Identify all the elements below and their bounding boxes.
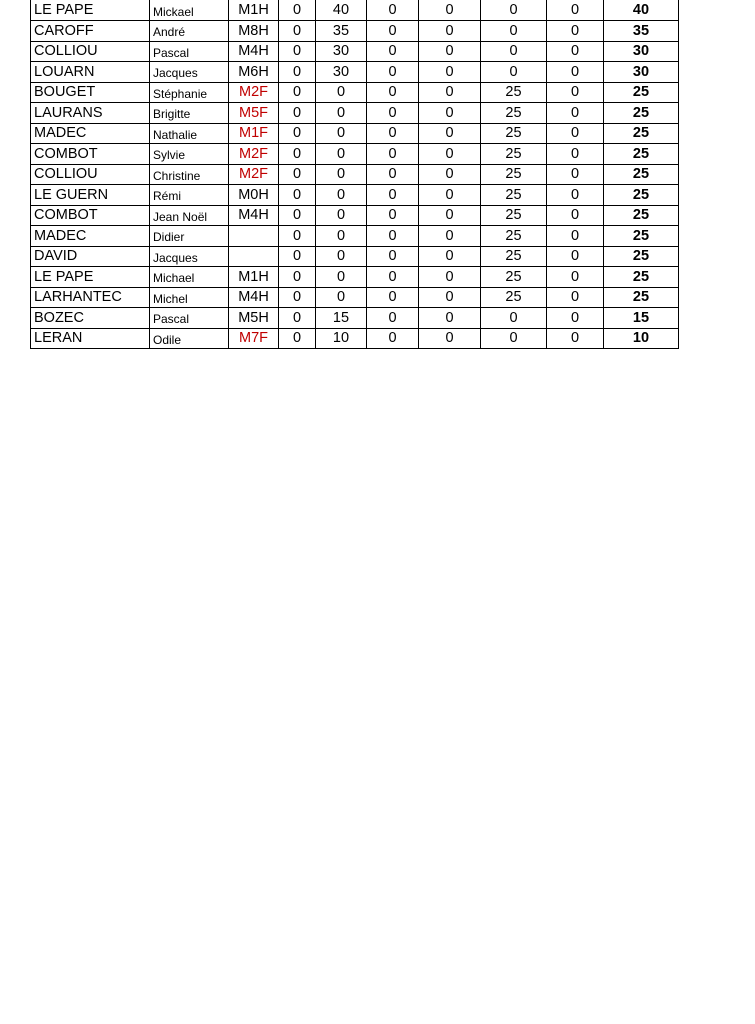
points-cell: 0 — [547, 62, 604, 83]
table-row — [31, 41, 679, 62]
points-cell: 0 — [367, 267, 419, 288]
points-cell: 0 — [419, 62, 481, 83]
table-row — [31, 267, 679, 288]
points-cell: 0 — [419, 123, 481, 144]
points-cell: 0 — [547, 123, 604, 144]
table-row — [31, 205, 679, 226]
first-name-cell: Christine — [150, 164, 229, 185]
last-name-cell: BOUGET — [31, 82, 150, 103]
first-name-cell: Jacques — [150, 62, 229, 83]
table-row — [31, 328, 679, 349]
total-cell: 25 — [604, 144, 679, 165]
category-cell: M5F — [229, 103, 279, 124]
points-cell: 0 — [547, 82, 604, 103]
last-name-cell: MADEC — [31, 123, 150, 144]
category-cell: M6H — [229, 62, 279, 83]
table-row — [31, 246, 679, 267]
last-name-cell: COLLIOU — [31, 41, 150, 62]
points-cell: 0 — [367, 287, 419, 308]
last-name-cell: COMBOT — [31, 144, 150, 165]
category-cell: M0H — [229, 185, 279, 206]
points-cell: 0 — [367, 62, 419, 83]
last-name-cell: COMBOT — [31, 205, 150, 226]
points-cell: 0 — [279, 226, 316, 247]
points-cell: 25 — [481, 144, 547, 165]
points-cell: 0 — [547, 267, 604, 288]
table-row — [31, 226, 679, 247]
points-cell: 0 — [316, 164, 367, 185]
total-cell: 25 — [604, 287, 679, 308]
points-cell: 0 — [279, 144, 316, 165]
table-row — [31, 103, 679, 124]
points-cell: 0 — [367, 41, 419, 62]
table-row — [31, 185, 679, 206]
first-name-cell: Nathalie — [150, 123, 229, 144]
points-cell: 0 — [279, 308, 316, 329]
first-name-cell: Didier — [150, 226, 229, 247]
total-cell: 25 — [604, 164, 679, 185]
points-cell: 0 — [367, 328, 419, 349]
category-cell: M2F — [229, 164, 279, 185]
points-cell: 0 — [481, 308, 547, 329]
points-cell: 25 — [481, 185, 547, 206]
total-cell: 25 — [604, 103, 679, 124]
points-cell: 0 — [279, 267, 316, 288]
category-cell: M4H — [229, 287, 279, 308]
points-cell: 0 — [419, 226, 481, 247]
points-cell: 0 — [316, 103, 367, 124]
total-cell: 40 — [604, 0, 679, 21]
first-name-cell: Michel — [150, 287, 229, 308]
first-name-cell: Jean Noël — [150, 205, 229, 226]
points-cell: 30 — [316, 62, 367, 83]
points-cell: 0 — [367, 308, 419, 329]
last-name-cell: LAURANS — [31, 103, 150, 124]
points-cell: 0 — [419, 308, 481, 329]
points-cell: 0 — [316, 226, 367, 247]
points-cell: 0 — [547, 144, 604, 165]
category-cell: M7F — [229, 328, 279, 349]
table-row — [31, 0, 679, 21]
points-cell: 25 — [481, 226, 547, 247]
total-cell: 25 — [604, 246, 679, 267]
total-cell: 30 — [604, 62, 679, 83]
category-cell: M2F — [229, 144, 279, 165]
points-cell: 0 — [367, 164, 419, 185]
points-cell: 25 — [481, 267, 547, 288]
first-name-cell: Pascal — [150, 41, 229, 62]
points-cell: 0 — [547, 226, 604, 247]
first-name-cell: Jacques — [150, 246, 229, 267]
last-name-cell: DAVID — [31, 246, 150, 267]
points-cell: 25 — [481, 103, 547, 124]
points-cell: 0 — [316, 82, 367, 103]
first-name-cell: Odile — [150, 328, 229, 349]
last-name-cell: LARHANTEC — [31, 287, 150, 308]
first-name-cell: Stéphanie — [150, 82, 229, 103]
first-name-cell: Sylvie — [150, 144, 229, 165]
table-row — [31, 144, 679, 165]
last-name-cell: LE PAPE — [31, 0, 150, 21]
points-cell: 0 — [481, 21, 547, 42]
points-cell: 0 — [316, 144, 367, 165]
total-cell: 25 — [604, 267, 679, 288]
points-cell: 0 — [367, 205, 419, 226]
last-name-cell: MADEC — [31, 226, 150, 247]
points-cell: 0 — [547, 287, 604, 308]
first-name-cell: André — [150, 21, 229, 42]
total-cell: 25 — [604, 82, 679, 103]
points-cell: 0 — [481, 62, 547, 83]
total-cell: 25 — [604, 226, 679, 247]
points-cell: 0 — [547, 0, 604, 21]
points-cell: 40 — [316, 0, 367, 21]
last-name-cell: LE PAPE — [31, 267, 150, 288]
points-cell: 0 — [279, 164, 316, 185]
points-cell: 0 — [419, 21, 481, 42]
points-cell: 0 — [279, 287, 316, 308]
points-cell: 0 — [279, 328, 316, 349]
category-cell: M4H — [229, 205, 279, 226]
points-cell: 0 — [316, 246, 367, 267]
points-cell: 0 — [279, 82, 316, 103]
points-cell: 0 — [367, 185, 419, 206]
total-cell: 15 — [604, 308, 679, 329]
points-cell: 25 — [481, 164, 547, 185]
points-cell: 25 — [481, 205, 547, 226]
points-cell: 0 — [547, 103, 604, 124]
points-cell: 0 — [419, 164, 481, 185]
last-name-cell: CAROFF — [31, 21, 150, 42]
points-cell: 0 — [316, 123, 367, 144]
points-cell: 0 — [547, 185, 604, 206]
points-cell: 0 — [367, 246, 419, 267]
category-cell: M1H — [229, 0, 279, 21]
points-cell: 0 — [316, 185, 367, 206]
points-cell: 0 — [419, 41, 481, 62]
points-cell: 0 — [279, 185, 316, 206]
first-name-cell: Rémi — [150, 185, 229, 206]
category-cell — [229, 226, 279, 247]
points-cell: 0 — [316, 287, 367, 308]
points-cell: 0 — [279, 21, 316, 42]
points-cell: 0 — [419, 328, 481, 349]
results-rows — [31, 0, 679, 349]
first-name-cell: Michael — [150, 267, 229, 288]
category-cell: M1F — [229, 123, 279, 144]
category-cell: M8H — [229, 21, 279, 42]
category-cell: M1H — [229, 267, 279, 288]
points-cell: 0 — [367, 226, 419, 247]
points-cell: 0 — [367, 123, 419, 144]
points-cell: 0 — [316, 267, 367, 288]
points-cell: 0 — [481, 0, 547, 21]
table-row — [31, 308, 679, 329]
points-cell: 0 — [547, 308, 604, 329]
total-cell: 25 — [604, 185, 679, 206]
results-table — [30, 0, 679, 349]
points-cell: 0 — [279, 103, 316, 124]
first-name-cell: Mickael — [150, 0, 229, 21]
points-cell: 0 — [419, 246, 481, 267]
category-cell: M5H — [229, 308, 279, 329]
points-cell: 25 — [481, 287, 547, 308]
points-cell: 0 — [367, 21, 419, 42]
points-cell: 0 — [419, 287, 481, 308]
points-cell: 0 — [419, 205, 481, 226]
points-cell: 0 — [279, 62, 316, 83]
points-cell: 25 — [481, 82, 547, 103]
points-cell: 0 — [419, 185, 481, 206]
table-row — [31, 82, 679, 103]
table-row — [31, 287, 679, 308]
total-cell: 10 — [604, 328, 679, 349]
total-cell: 30 — [604, 41, 679, 62]
total-cell: 25 — [604, 123, 679, 144]
points-cell: 10 — [316, 328, 367, 349]
table-row — [31, 21, 679, 42]
category-cell — [229, 246, 279, 267]
points-cell: 0 — [316, 205, 367, 226]
first-name-cell: Pascal — [150, 308, 229, 329]
points-cell: 0 — [279, 0, 316, 21]
points-cell: 0 — [367, 82, 419, 103]
points-cell: 0 — [367, 103, 419, 124]
category-cell: M4H — [229, 41, 279, 62]
points-cell: 0 — [547, 246, 604, 267]
points-cell: 0 — [547, 41, 604, 62]
points-cell: 35 — [316, 21, 367, 42]
points-cell: 0 — [547, 205, 604, 226]
points-cell: 0 — [419, 82, 481, 103]
points-cell: 0 — [419, 267, 481, 288]
points-cell: 0 — [419, 103, 481, 124]
points-cell: 0 — [279, 41, 316, 62]
points-cell: 0 — [279, 205, 316, 226]
points-cell: 0 — [279, 123, 316, 144]
points-cell: 25 — [481, 246, 547, 267]
last-name-cell: BOZEC — [31, 308, 150, 329]
points-cell: 0 — [547, 164, 604, 185]
points-cell: 0 — [547, 21, 604, 42]
last-name-cell: LOUARN — [31, 62, 150, 83]
table-row — [31, 164, 679, 185]
first-name-cell: Brigitte — [150, 103, 229, 124]
points-cell: 0 — [481, 328, 547, 349]
points-cell: 0 — [481, 41, 547, 62]
last-name-cell: COLLIOU — [31, 164, 150, 185]
points-cell: 0 — [419, 0, 481, 21]
points-cell: 0 — [367, 0, 419, 21]
points-cell: 0 — [367, 144, 419, 165]
table-row — [31, 123, 679, 144]
points-cell: 0 — [279, 246, 316, 267]
points-cell: 30 — [316, 41, 367, 62]
points-cell: 15 — [316, 308, 367, 329]
last-name-cell: LE GUERN — [31, 185, 150, 206]
points-cell: 25 — [481, 123, 547, 144]
points-cell: 0 — [547, 328, 604, 349]
total-cell: 35 — [604, 21, 679, 42]
last-name-cell: LERAN — [31, 328, 150, 349]
category-cell: M2F — [229, 82, 279, 103]
table-row — [31, 62, 679, 83]
total-cell: 25 — [604, 205, 679, 226]
points-cell: 0 — [419, 144, 481, 165]
